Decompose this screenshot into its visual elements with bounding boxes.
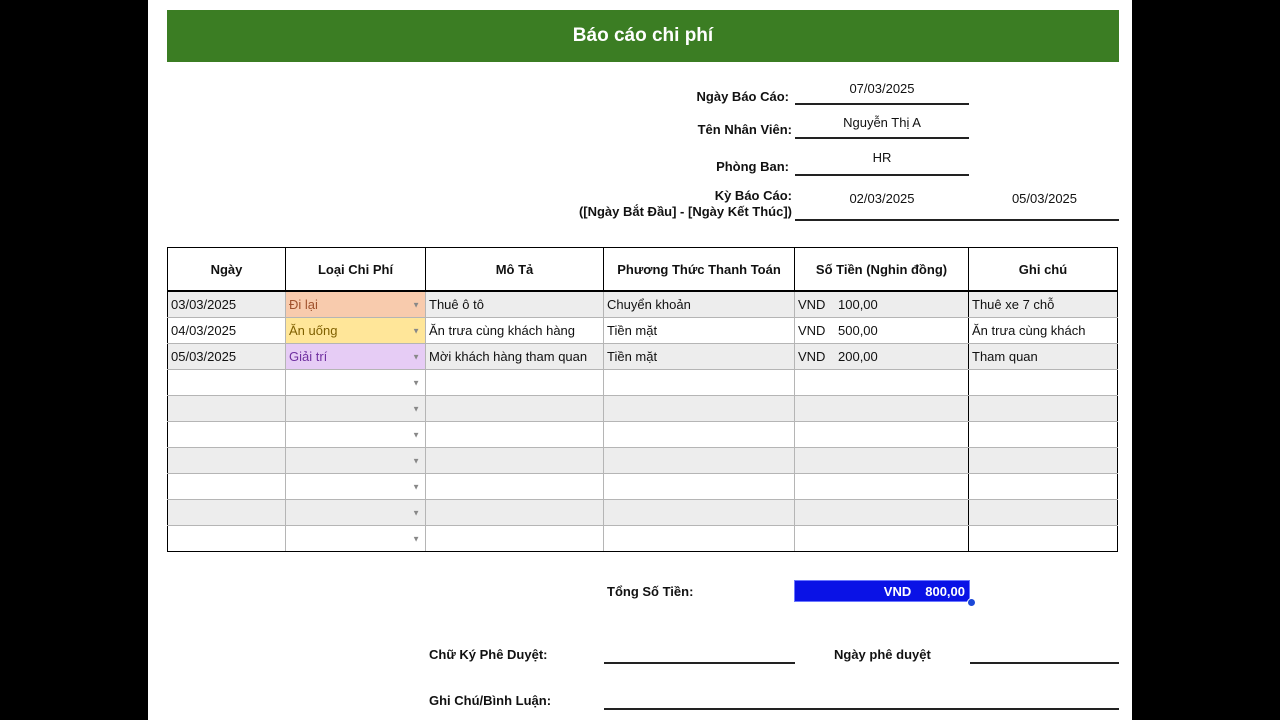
cell-description[interactable] [426,500,604,526]
employee-underline [795,137,969,139]
table-row [168,370,1118,396]
table-row [168,526,1118,552]
cell-category[interactable] [286,448,426,474]
department-label: Phòng Ban: [716,159,789,174]
cell-payment[interactable] [604,526,795,552]
employee-label: Tên Nhân Viên: [697,122,792,137]
cell-description[interactable] [426,526,604,552]
cell-category[interactable] [286,291,426,318]
employee-value[interactable]: Nguyễn Thị A [843,115,921,130]
category-value: Ăn uống [289,323,338,338]
cell-note[interactable] [969,500,1118,526]
cell-amount[interactable] [795,370,969,396]
spreadsheet-page [148,0,1132,720]
cell-amount[interactable] [795,396,969,422]
report-date-underline [795,103,969,105]
cell-description[interactable] [426,370,604,396]
expense-table [167,247,1118,552]
total-currency: VND [883,583,912,599]
notes-line[interactable] [604,708,1119,710]
category-value: Đi lại [289,297,318,312]
cell-description[interactable] [426,422,604,448]
cell-amount[interactable] [795,318,969,344]
amount-currency: VND [798,323,826,338]
report-date-value[interactable]: 07/03/2025 [849,81,915,96]
cell-date[interactable] [168,500,286,526]
cell-date[interactable] [168,526,286,552]
cell-note[interactable] [969,474,1118,500]
cell-payment[interactable]: Chuyển khoản [604,291,795,318]
table-row [168,396,1118,422]
amount-value: 100,00 [838,297,878,312]
table-header-row [168,248,1118,292]
table-row [168,422,1118,448]
cell-amount[interactable] [795,474,969,500]
department-underline [795,174,969,176]
cell-note[interactable] [969,526,1118,552]
cell-category[interactable] [286,500,426,526]
cell-description[interactable] [426,474,604,500]
dropdown-arrow-icon[interactable]: ▼ [412,352,420,361]
cell-amount[interactable] [795,344,969,370]
cell-amount[interactable] [795,422,969,448]
dropdown-arrow-icon[interactable]: ▼ [412,482,420,491]
cell-note[interactable] [969,422,1118,448]
cell-note[interactable]: Tham quan [969,344,1118,370]
cell-note[interactable]: Thuê xe 7 chỗ [969,291,1118,318]
dropdown-arrow-icon[interactable]: ▼ [412,456,420,465]
cell-note[interactable] [969,396,1118,422]
cell-amount[interactable] [795,291,969,318]
cell-description[interactable]: Mời khách hàng tham quan [426,344,604,370]
dropdown-arrow-icon[interactable]: ▼ [412,326,420,335]
table-row [168,344,1118,370]
table-row [168,474,1118,500]
cell-payment[interactable]: Tiền mặt [604,318,795,344]
dropdown-arrow-icon[interactable]: ▼ [412,508,420,517]
period-end-value[interactable]: 05/03/2025 [1011,191,1078,206]
amount-currency: VND [798,349,826,364]
cell-date[interactable]: 03/03/2025 [168,291,286,318]
header-note[interactable]: Ghi chú [969,248,1118,292]
table-row [168,448,1118,474]
header-date[interactable]: Ngày [168,248,286,292]
header-description[interactable]: Mô Tả [426,248,604,292]
cell-payment[interactable] [604,370,795,396]
approval-date-line[interactable] [970,662,1119,664]
header-payment-method[interactable]: Phương Thức Thanh Toán [604,248,795,292]
cell-category[interactable] [286,396,426,422]
amount-value: 500,00 [838,323,878,338]
cell-category[interactable] [286,526,426,552]
period-label: Kỳ Báo Cáo: [714,188,792,203]
cell-payment[interactable] [604,474,795,500]
period-start-value[interactable]: 02/03/2025 [849,191,915,206]
cell-description[interactable] [426,396,604,422]
cell-note[interactable] [969,448,1118,474]
dropdown-arrow-icon[interactable]: ▼ [412,430,420,439]
cell-date[interactable] [168,474,286,500]
amount-value: 200,00 [838,349,878,364]
cell-date[interactable] [168,448,286,474]
cell-note[interactable] [969,370,1118,396]
cell-category[interactable] [286,474,426,500]
dropdown-arrow-icon[interactable]: ▼ [412,534,420,543]
approval-signature-label: Chữ Ký Phê Duyệt: [429,647,548,662]
cell-amount[interactable] [795,448,969,474]
table-row [168,318,1118,344]
cell-amount[interactable] [795,526,969,552]
category-value: Giải trí [289,349,328,364]
department-value[interactable]: HR [872,150,892,165]
cell-payment[interactable] [604,500,795,526]
report-date-label: Ngày Báo Cáo: [696,89,789,104]
header-amount[interactable]: Số Tiền (Nghin đồng) [795,248,969,292]
dropdown-arrow-icon[interactable]: ▼ [412,404,420,413]
dropdown-arrow-icon[interactable]: ▼ [412,378,420,387]
cell-description[interactable]: Thuê ô tô [426,291,604,318]
notes-label: Ghi Chú/Bình Luận: [429,693,552,708]
report-title[interactable]: Báo cáo chi phí [167,10,1119,62]
cell-category[interactable] [286,422,426,448]
cell-description[interactable]: Ăn trưa cùng khách hàng [426,318,604,344]
total-label: Tổng Số Tiền: [607,584,694,599]
cell-payment[interactable] [604,422,795,448]
cell-date[interactable] [168,370,286,396]
period-sublabel: ([Ngày Bắt Đầu] - [Ngày Kết Thúc]) [578,204,792,219]
cell-date[interactable]: 05/03/2025 [168,344,286,370]
period-underline [795,219,1119,221]
cell-date[interactable] [168,422,286,448]
fill-handle[interactable] [967,598,976,607]
cell-category[interactable] [286,318,426,344]
cell-date[interactable]: 04/03/2025 [168,318,286,344]
cell-amount[interactable] [795,500,969,526]
total-value: 800,00 [925,583,965,599]
table-row [168,500,1118,526]
dropdown-arrow-icon[interactable]: ▼ [412,300,420,309]
amount-currency: VND [798,297,826,312]
cell-payment[interactable] [604,396,795,422]
cell-payment[interactable] [604,448,795,474]
header-category[interactable]: Loại Chi Phí [286,248,426,292]
cell-category[interactable] [286,344,426,370]
cell-note[interactable]: Ăn trưa cùng khách [969,318,1118,344]
total-amount-cell[interactable] [795,581,969,601]
cell-category[interactable] [286,370,426,396]
cell-payment[interactable]: Tiền mặt [604,344,795,370]
table-row [168,291,1118,318]
cell-description[interactable] [426,448,604,474]
approval-signature-line[interactable] [604,662,795,664]
approval-date-label: Ngày phê duyệt [834,647,931,662]
cell-date[interactable] [168,396,286,422]
